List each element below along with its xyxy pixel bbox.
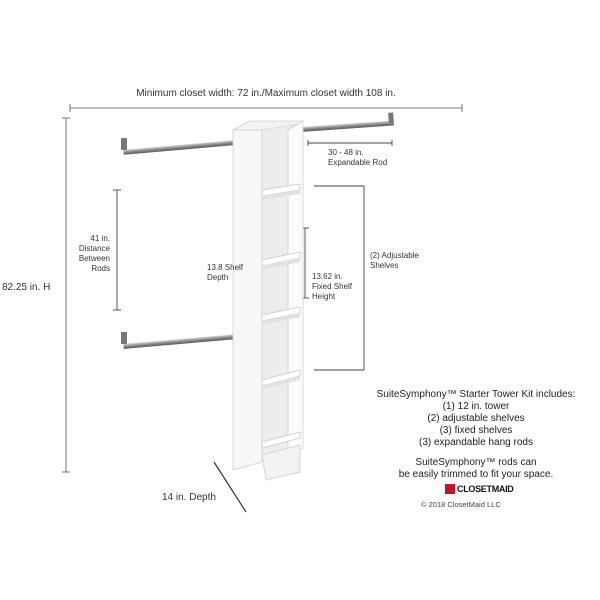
rod-length-label xyxy=(328,148,387,168)
tower-unit xyxy=(233,121,303,480)
fixed-shelf-height-line-2: Fixed Shelf xyxy=(312,282,353,291)
copyright-text: © 2018 ClosetMaid LLC xyxy=(421,500,501,509)
adjustable-shelves-label xyxy=(370,251,419,271)
adjustable-shelves-line-2: Shelves xyxy=(370,261,399,270)
kit-note-line-1: SuiteSymphony™ rods can xyxy=(415,457,537,468)
shelf-depth-label xyxy=(207,263,243,283)
rod-distance-label xyxy=(66,234,110,274)
rod-distance-line-3: Between xyxy=(78,254,110,263)
shelf-depth-line-1: 13.8 Shelf xyxy=(207,263,244,272)
upper-left-hang-rod xyxy=(121,138,247,155)
kit-item: (1) 12 in. tower xyxy=(442,401,510,412)
rod-distance-line-2: Distance xyxy=(78,244,110,253)
lower-left-hang-rod xyxy=(121,332,249,349)
fixed-shelf-height-line-1: 13.62 in. xyxy=(312,272,343,281)
rod-distance-bracket xyxy=(113,190,121,310)
kit-contents xyxy=(360,389,592,481)
fixed-shelf-height-label xyxy=(312,272,352,302)
rod-length-line-1: 30 - 48 in. xyxy=(328,148,364,157)
brand-name: CLOSETMAID xyxy=(457,484,514,494)
kit-title: SuiteSymphony™ Starter Tower Kit includes: xyxy=(376,389,576,400)
upper-right-hang-rod xyxy=(300,112,394,132)
closet-width-label: Minimum closet width: 72 in./Maximum closet width 108 in. xyxy=(136,88,396,99)
kit-item: (3) expandable hang rods xyxy=(419,437,533,448)
depth-dimension-line xyxy=(214,462,246,512)
rod-distance-line-4: Rods xyxy=(91,264,110,273)
brand-logo xyxy=(445,484,514,494)
height-label: 82.25 in. H xyxy=(2,282,51,293)
kit-item: (2) adjustable shelves xyxy=(427,413,525,424)
rod-length-line-2: Expandable Rod xyxy=(328,158,388,167)
kit-note-line-2: be easily trimmed to fit your space. xyxy=(398,469,554,480)
shelf-depth-line-2: Depth xyxy=(207,273,229,282)
kit-item: (3) fixed shelves xyxy=(439,425,513,436)
depth-label: 14 in. Depth xyxy=(162,492,216,503)
adjustable-shelves-line-1: (2) Adjustable xyxy=(370,251,419,260)
rod-length-indicator xyxy=(308,140,392,146)
fixed-shelf-height-line-3: Height xyxy=(312,292,336,301)
rod-distance-line-1: 41 in. xyxy=(90,234,110,243)
closet-width-dimension-line xyxy=(70,104,462,112)
height-dimension-line xyxy=(62,118,70,472)
brand-mark-icon xyxy=(445,484,455,494)
